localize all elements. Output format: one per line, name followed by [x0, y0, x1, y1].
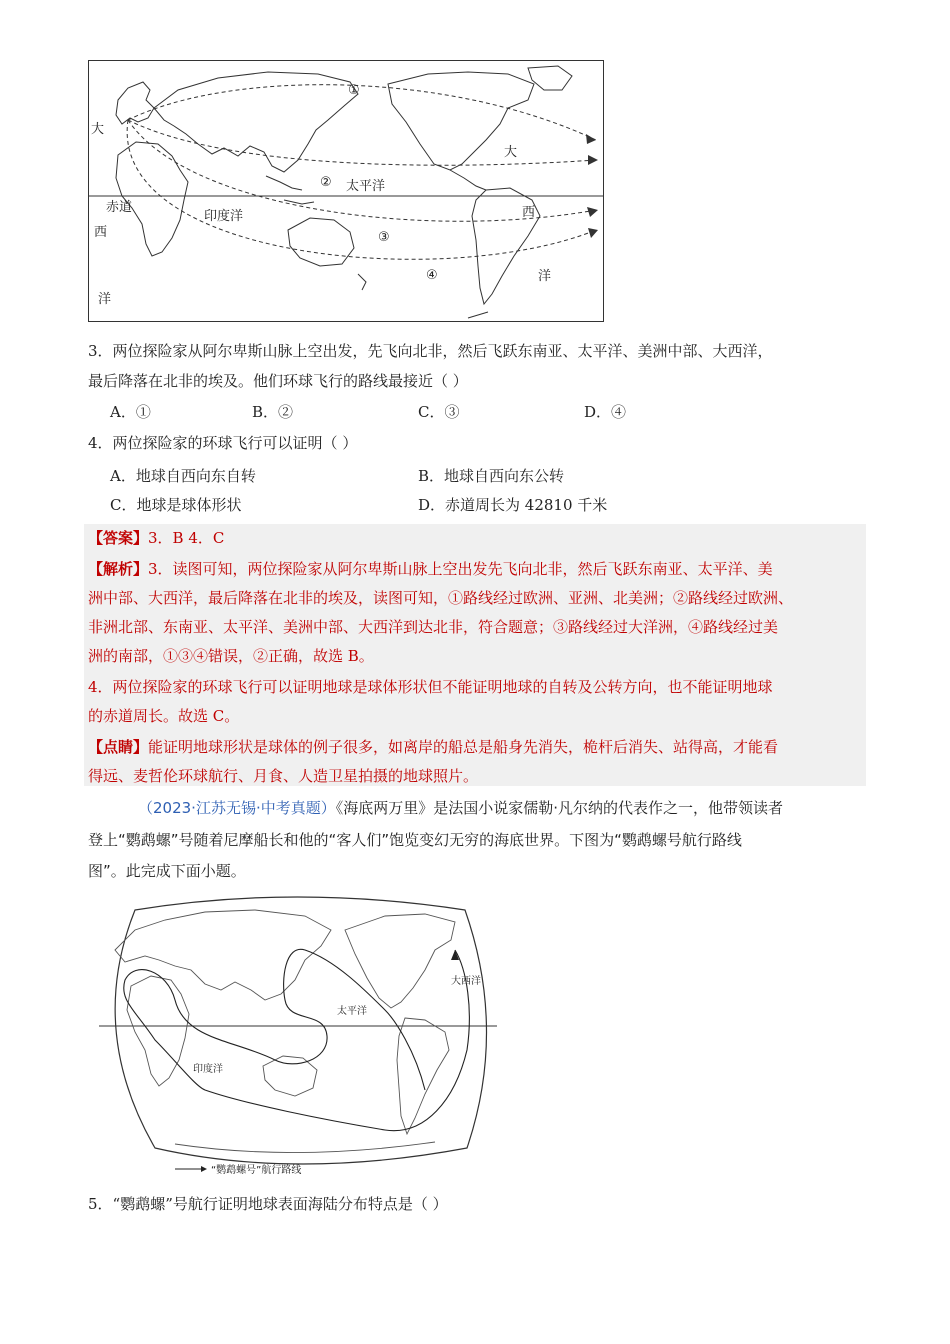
comment-text-1: 能证明地球形状是球体的例子很多，如离岸的船总是船身先消失，桅杆后消失、站得高，才能看: [148, 738, 779, 756]
passage-line-1: [138, 797, 783, 819]
analysis-line-1: [88, 558, 773, 580]
q3-option-c[interactable]: C．③: [418, 403, 460, 421]
source-citation: （2023·江苏无锡·中考真题）: [138, 799, 336, 817]
analysis-q4-line-2: 的赤道周长。故选 C。: [88, 707, 240, 725]
passage-text-1: 《海底两万里》是法国小说家儒勒·凡尔纳的代表作之一，他带领读者: [335, 799, 783, 817]
question-5-stem: 5．“鹦鹉螺”号航行证明地球表面海陆分布特点是（ ）: [88, 1195, 448, 1213]
question-4-stem: 4．两位探险家的环球飞行可以证明（ ）: [88, 434, 358, 452]
q4-option-c[interactable]: C．地球是球体形状: [110, 496, 242, 514]
question-3-line-2: 最后降落在北非的埃及。他们环球飞行的路线最接近（ ）: [88, 372, 468, 390]
flight-route-world-map: [88, 60, 604, 322]
route-4-label: ④: [426, 268, 438, 283]
comment-line-2: 得远、麦哲伦环球航行、月食、人造卫星拍摄的地球照片。: [88, 767, 479, 785]
q3-option-b[interactable]: B．②: [252, 403, 294, 421]
map-frame: [115, 897, 486, 1164]
answer-text: 3．B 4．C: [148, 529, 225, 547]
analysis-line-4: 洲的南部，①③④错误，②正确，故选 B。: [88, 647, 374, 665]
map1-yang-left: 洋: [98, 292, 112, 307]
analysis-line-3: 非洲北部、东南亚、太平洋、美洲中部、大西洋到达北非，符合题意；③路线经过大洋洲，④路线经过美: [88, 618, 779, 636]
q4-option-a[interactable]: A．地球自西向东自转: [110, 467, 256, 485]
passage-line-2: 登上“鹦鹉螺”号随着尼摩船长和他的“客人们”饱览变幻无穷的海底世界。下图为“鹦鹉螺号航行路线: [88, 831, 742, 849]
map2-pacific-label: 太平洋: [337, 1006, 367, 1017]
map1-da-right: 大: [504, 145, 518, 160]
q4-option-b[interactable]: B．地球自西向东公转: [418, 467, 565, 485]
analysis-line-2: 洲中部、大西洋，最后降落在北非的埃及，读图可知，①路线经过欧洲、亚洲、北美洲；②路线经过欧洲、: [88, 589, 794, 607]
answer-tag: 【答案】: [88, 529, 149, 547]
map2-indian-label: 印度洋: [193, 1064, 223, 1075]
passage-line-3: 图”。此完成下面小题。: [88, 862, 246, 880]
map1-xi-right: 西: [522, 205, 536, 220]
analysis-q4-line-1: 4．两位探险家的环球飞行可以证明地球是球体形状但不能证明地球的自转及公转方向，也不能证明地球: [88, 678, 773, 696]
analysis-text-1: 3．读图可知，两位探险家从阿尔卑斯山脉上空出发先飞向北非，然后飞跃东南亚、太平洋、美: [148, 560, 773, 578]
answer-line: [88, 527, 224, 549]
route-1-label: ①: [348, 83, 360, 98]
map1-chidao: 赤道: [106, 200, 133, 215]
map2-atlantic-label: 大西洋: [451, 976, 481, 987]
nautilus-route-map: [95, 890, 500, 1180]
route-2-label: ②: [320, 175, 332, 190]
q3-option-d[interactable]: D．④: [584, 403, 627, 421]
comment-line-1: [88, 736, 778, 758]
map1-pacific-ocean: 太平洋: [346, 179, 386, 194]
map1-da-left: 大: [91, 122, 105, 137]
comment-tag: 【点睛】: [88, 738, 149, 756]
route-3-label: ③: [378, 230, 390, 245]
legend-arrow: [201, 1166, 207, 1172]
map1-indian-ocean: 印度洋: [204, 209, 244, 224]
map1-yang-right: 洋: [538, 269, 552, 284]
question-3-line-1: 3．两位探险家从阿尔卑斯山脉上空出发，先飞向北非，然后飞跃东南亚、太平洋、美洲中部、大西洋，: [88, 342, 773, 360]
q4-option-d[interactable]: D．赤道周长为 42810 千米: [418, 496, 608, 514]
q3-option-a[interactable]: A．①: [110, 403, 151, 421]
legend-label: “鹦鹉螺号”航行路线: [211, 1165, 302, 1176]
map1-xi-left: 西: [94, 225, 108, 240]
analysis-tag: 【解析】: [88, 560, 149, 578]
